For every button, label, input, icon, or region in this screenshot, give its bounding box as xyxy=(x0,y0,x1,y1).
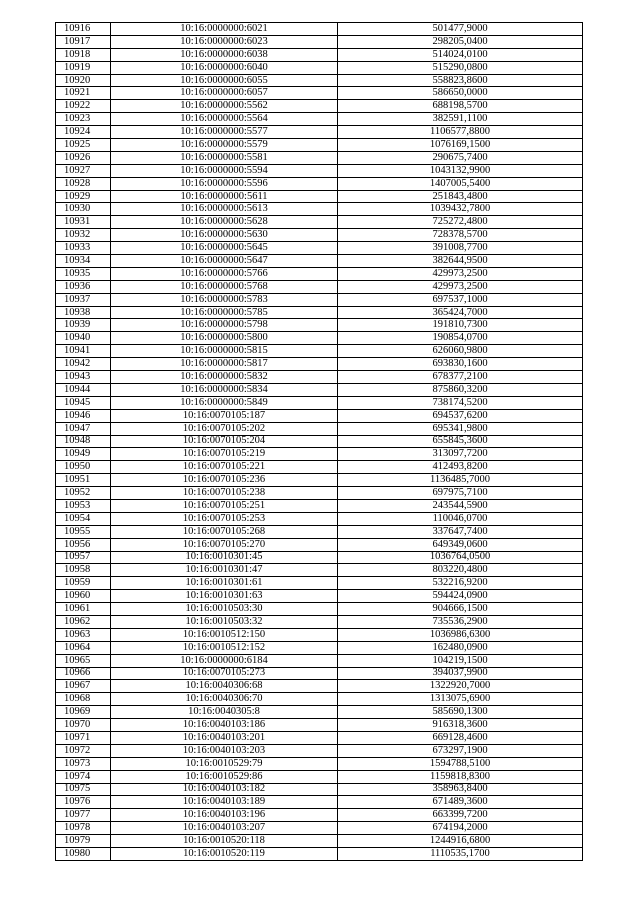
row-number-cell: 10954 xyxy=(56,512,111,525)
table-row xyxy=(56,396,583,409)
cadastral-value-cell: 1244916,6800 xyxy=(338,835,583,848)
cadastral-number-cell: 10:16:0000000:5613 xyxy=(111,203,338,216)
row-number-cell: 10968 xyxy=(56,693,111,706)
table-row xyxy=(56,306,583,319)
cadastral-value-cell: 365424,7000 xyxy=(338,306,583,319)
table-row xyxy=(56,151,583,164)
cadastral-number-cell: 10:16:0070105:204 xyxy=(111,435,338,448)
row-number-cell: 10980 xyxy=(56,848,111,861)
row-number-cell: 10931 xyxy=(56,216,111,229)
cadastral-value-cell: 1043132,9900 xyxy=(338,164,583,177)
row-number-cell: 10945 xyxy=(56,396,111,409)
table-row xyxy=(56,216,583,229)
cadastral-value-cell: 1076169,1500 xyxy=(338,139,583,152)
cadastral-number-cell: 10:16:0070105:202 xyxy=(111,422,338,435)
cadastral-number-cell: 10:16:0040103:182 xyxy=(111,783,338,796)
table-row xyxy=(56,757,583,770)
row-number-cell: 10930 xyxy=(56,203,111,216)
table-row xyxy=(56,744,583,757)
cadastral-number-cell: 10:16:0010520:118 xyxy=(111,835,338,848)
row-number-cell: 10962 xyxy=(56,615,111,628)
cadastral-number-cell: 10:16:0070105:221 xyxy=(111,461,338,474)
cadastral-number-cell: 10:16:0000000:5817 xyxy=(111,358,338,371)
table-row xyxy=(56,731,583,744)
table-row xyxy=(56,628,583,641)
row-number-cell: 10925 xyxy=(56,139,111,152)
cadastral-value-cell: 1322920,7000 xyxy=(338,680,583,693)
table-row xyxy=(56,358,583,371)
cadastral-value-cell: 1036986,6300 xyxy=(338,628,583,641)
table-row xyxy=(56,487,583,500)
cadastral-number-cell: 10:16:0000000:5768 xyxy=(111,280,338,293)
cadastral-value-cell: 586650,0000 xyxy=(338,87,583,100)
table-row xyxy=(56,177,583,190)
table-row xyxy=(56,461,583,474)
row-number-cell: 10978 xyxy=(56,822,111,835)
row-number-cell: 10971 xyxy=(56,731,111,744)
cadastral-number-cell: 10:16:0010512:150 xyxy=(111,628,338,641)
cadastral-value-cell: 673297,1900 xyxy=(338,744,583,757)
cadastral-number-cell: 10:16:0040103:196 xyxy=(111,809,338,822)
table-row xyxy=(56,615,583,628)
row-number-cell: 10939 xyxy=(56,319,111,332)
cadastral-value-cell: 916318,3600 xyxy=(338,719,583,732)
cadastral-number-cell: 10:16:0070105:268 xyxy=(111,525,338,538)
cadastral-number-cell: 10:16:0000000:6023 xyxy=(111,35,338,48)
row-number-cell: 10964 xyxy=(56,641,111,654)
cadastral-value-cell: 694537,6200 xyxy=(338,409,583,422)
table-row xyxy=(56,654,583,667)
cadastral-number-cell: 10:16:0000000:5596 xyxy=(111,177,338,190)
cadastral-value-cell: 337647,7400 xyxy=(338,525,583,538)
table-row xyxy=(56,422,583,435)
cadastral-value-cell: 585690,1300 xyxy=(338,706,583,719)
row-number-cell: 10961 xyxy=(56,603,111,616)
table-row xyxy=(56,61,583,74)
table-row xyxy=(56,267,583,280)
cadastral-value-cell: 251843,4800 xyxy=(338,190,583,203)
table-row xyxy=(56,577,583,590)
cadastral-value-cell: 803220,4800 xyxy=(338,564,583,577)
row-number-cell: 10956 xyxy=(56,538,111,551)
cadastral-number-cell: 10:16:0040103:207 xyxy=(111,822,338,835)
table-row xyxy=(56,603,583,616)
cadastral-number-cell: 10:16:0010301:45 xyxy=(111,551,338,564)
table-row xyxy=(56,538,583,551)
row-number-cell: 10967 xyxy=(56,680,111,693)
table-row xyxy=(56,435,583,448)
table-row xyxy=(56,229,583,242)
table-row xyxy=(56,35,583,48)
table-row xyxy=(56,164,583,177)
cadastral-value-cell: 1106577,8800 xyxy=(338,126,583,139)
cadastral-number-cell: 10:16:0000000:6021 xyxy=(111,23,338,36)
table-row xyxy=(56,280,583,293)
cadastral-number-cell: 10:16:0040306:68 xyxy=(111,680,338,693)
cadastral-value-cell: 594424,0900 xyxy=(338,590,583,603)
cadastral-number-cell: 10:16:0000000:6184 xyxy=(111,654,338,667)
cadastral-number-cell: 10:16:0040103:203 xyxy=(111,744,338,757)
table-row xyxy=(56,139,583,152)
cadastral-value-cell: 412493,8200 xyxy=(338,461,583,474)
table-row xyxy=(56,641,583,654)
row-number-cell: 10958 xyxy=(56,564,111,577)
cadastral-value-cell: 697975,7100 xyxy=(338,487,583,500)
row-number-cell: 10966 xyxy=(56,667,111,680)
cadastral-number-cell: 10:16:0070105:219 xyxy=(111,448,338,461)
table-row xyxy=(56,719,583,732)
cadastral-value-cell: 1407005,5400 xyxy=(338,177,583,190)
cadastral-number-cell: 10:16:0070105:187 xyxy=(111,409,338,422)
cadastral-value-cell: 663399,7200 xyxy=(338,809,583,822)
cadastral-number-cell: 10:16:0070105:273 xyxy=(111,667,338,680)
cadastral-number-cell: 10:16:0040103:201 xyxy=(111,731,338,744)
row-number-cell: 10942 xyxy=(56,358,111,371)
cadastral-number-cell: 10:16:0070105:236 xyxy=(111,474,338,487)
cadastral-number-cell: 10:16:0000000:5579 xyxy=(111,139,338,152)
row-number-cell: 10977 xyxy=(56,809,111,822)
cadastral-value-cell: 738174,5200 xyxy=(338,396,583,409)
cadastral-number-cell: 10:16:0000000:5581 xyxy=(111,151,338,164)
cadastral-number-cell: 10:16:0000000:5611 xyxy=(111,190,338,203)
table-row xyxy=(56,564,583,577)
cadastral-value-cell: 655845,3600 xyxy=(338,435,583,448)
row-number-cell: 10924 xyxy=(56,126,111,139)
table-row xyxy=(56,525,583,538)
table-row xyxy=(56,783,583,796)
cadastral-number-cell: 10:16:0010529:79 xyxy=(111,757,338,770)
row-number-cell: 10959 xyxy=(56,577,111,590)
table-row xyxy=(56,680,583,693)
cadastral-value-cell: 1039432,7800 xyxy=(338,203,583,216)
table-row xyxy=(56,255,583,268)
row-number-cell: 10979 xyxy=(56,835,111,848)
cadastral-number-cell: 10:16:0010301:61 xyxy=(111,577,338,590)
cadastral-number-cell: 10:16:0000000:6057 xyxy=(111,87,338,100)
row-number-cell: 10947 xyxy=(56,422,111,435)
cadastral-value-cell: 1594788,5100 xyxy=(338,757,583,770)
cadastral-value-cell: 875860,3200 xyxy=(338,383,583,396)
row-number-cell: 10919 xyxy=(56,61,111,74)
row-number-cell: 10955 xyxy=(56,525,111,538)
cadastral-number-cell: 10:16:0010503:32 xyxy=(111,615,338,628)
table-row xyxy=(56,693,583,706)
table-row xyxy=(56,448,583,461)
table-row xyxy=(56,590,583,603)
row-number-cell: 10920 xyxy=(56,74,111,87)
table-row xyxy=(56,126,583,139)
row-number-cell: 10940 xyxy=(56,332,111,345)
cadastral-number-cell: 10:16:0000000:5800 xyxy=(111,332,338,345)
document-page xyxy=(55,22,571,861)
row-number-cell: 10926 xyxy=(56,151,111,164)
cadastral-number-cell: 10:16:0040305:8 xyxy=(111,706,338,719)
cadastral-value-cell: 725272,4800 xyxy=(338,216,583,229)
row-number-cell: 10973 xyxy=(56,757,111,770)
row-number-cell: 10946 xyxy=(56,409,111,422)
table-row xyxy=(56,809,583,822)
table-row xyxy=(56,190,583,203)
cadastral-value-cell: 671489,3600 xyxy=(338,796,583,809)
cadastral-value-cell: 626060,9800 xyxy=(338,345,583,358)
row-number-cell: 10950 xyxy=(56,461,111,474)
row-number-cell: 10917 xyxy=(56,35,111,48)
cadastral-value-cell: 669128,4600 xyxy=(338,731,583,744)
cadastral-value-cell: 532216,9200 xyxy=(338,577,583,590)
table-row xyxy=(56,409,583,422)
cadastral-value-cell: 674194,2000 xyxy=(338,822,583,835)
cadastral-number-cell: 10:16:0000000:5849 xyxy=(111,396,338,409)
cadastral-number-cell: 10:16:0010520:119 xyxy=(111,848,338,861)
row-number-cell: 10972 xyxy=(56,744,111,757)
row-number-cell: 10975 xyxy=(56,783,111,796)
row-number-cell: 10976 xyxy=(56,796,111,809)
table-row xyxy=(56,113,583,126)
cadastral-value-cell: 688198,5700 xyxy=(338,100,583,113)
table-row xyxy=(56,835,583,848)
cadastral-number-cell: 10:16:0010503:30 xyxy=(111,603,338,616)
cadastral-value-cell: 514024,0100 xyxy=(338,48,583,61)
cadastral-value-cell: 678377,2100 xyxy=(338,371,583,384)
table-row xyxy=(56,474,583,487)
cadastral-number-cell: 10:16:0000000:5834 xyxy=(111,383,338,396)
row-number-cell: 10941 xyxy=(56,345,111,358)
cadastral-value-cell: 382644,9500 xyxy=(338,255,583,268)
cadastral-value-cell: 1159818,8300 xyxy=(338,770,583,783)
row-number-cell: 10957 xyxy=(56,551,111,564)
cadastral-value-cell: 501477,9000 xyxy=(338,23,583,36)
row-number-cell: 10951 xyxy=(56,474,111,487)
row-number-cell: 10970 xyxy=(56,719,111,732)
cadastral-number-cell: 10:16:0070105:251 xyxy=(111,499,338,512)
row-number-cell: 10936 xyxy=(56,280,111,293)
table-row xyxy=(56,512,583,525)
table-row xyxy=(56,667,583,680)
table-row xyxy=(56,23,583,36)
row-number-cell: 10937 xyxy=(56,293,111,306)
cadastral-number-cell: 10:16:0070105:270 xyxy=(111,538,338,551)
table-row xyxy=(56,48,583,61)
row-number-cell: 10928 xyxy=(56,177,111,190)
cadastral-value-cell: 313097,7200 xyxy=(338,448,583,461)
cadastral-value-cell: 290675,7400 xyxy=(338,151,583,164)
row-number-cell: 10923 xyxy=(56,113,111,126)
cadastral-number-cell: 10:16:0000000:5766 xyxy=(111,267,338,280)
cadastral-number-cell: 10:16:0000000:6038 xyxy=(111,48,338,61)
cadastral-number-cell: 10:16:0000000:5798 xyxy=(111,319,338,332)
cadastral-value-cell: 515290,0800 xyxy=(338,61,583,74)
row-number-cell: 10948 xyxy=(56,435,111,448)
cadastral-value-cell: 243544,5900 xyxy=(338,499,583,512)
row-number-cell: 10927 xyxy=(56,164,111,177)
cadastral-number-cell: 10:16:0000000:5783 xyxy=(111,293,338,306)
row-number-cell: 10949 xyxy=(56,448,111,461)
cadastral-number-cell: 10:16:0000000:5628 xyxy=(111,216,338,229)
table-row xyxy=(56,87,583,100)
table-row xyxy=(56,74,583,87)
cadastral-value-cell: 394037,9900 xyxy=(338,667,583,680)
cadastral-number-cell: 10:16:0010301:47 xyxy=(111,564,338,577)
table-body xyxy=(56,23,583,861)
cadastral-number-cell: 10:16:0000000:5594 xyxy=(111,164,338,177)
table-row xyxy=(56,100,583,113)
cadastral-value-cell: 695341,9800 xyxy=(338,422,583,435)
cadastral-number-cell: 10:16:0070105:238 xyxy=(111,487,338,500)
cadastral-value-cell: 298205,0400 xyxy=(338,35,583,48)
cadastral-value-cell: 429973,2500 xyxy=(338,267,583,280)
cadastral-value-cell: 191810,7300 xyxy=(338,319,583,332)
row-number-cell: 10953 xyxy=(56,499,111,512)
cadastral-value-cell: 728378,5700 xyxy=(338,229,583,242)
row-number-cell: 10933 xyxy=(56,242,111,255)
row-number-cell: 10944 xyxy=(56,383,111,396)
cadastral-number-cell: 10:16:0000000:5562 xyxy=(111,100,338,113)
table-row xyxy=(56,770,583,783)
table-row xyxy=(56,499,583,512)
table-row xyxy=(56,848,583,861)
cadastral-number-cell: 10:16:0010529:86 xyxy=(111,770,338,783)
cadastral-value-cell: 649349,0600 xyxy=(338,538,583,551)
cadastral-value-cell: 735536,2900 xyxy=(338,615,583,628)
cadastral-number-cell: 10:16:0000000:5785 xyxy=(111,306,338,319)
cadastral-value-cell: 391008,7700 xyxy=(338,242,583,255)
row-number-cell: 10934 xyxy=(56,255,111,268)
table-row xyxy=(56,383,583,396)
table-row xyxy=(56,203,583,216)
cadastral-value-cell: 1110535,1700 xyxy=(338,848,583,861)
row-number-cell: 10921 xyxy=(56,87,111,100)
cadastral-number-cell: 10:16:0000000:5832 xyxy=(111,371,338,384)
cadastral-number-cell: 10:16:0000000:5647 xyxy=(111,255,338,268)
cadastral-value-cell: 697537,1000 xyxy=(338,293,583,306)
table-row xyxy=(56,822,583,835)
row-number-cell: 10960 xyxy=(56,590,111,603)
row-number-cell: 10932 xyxy=(56,229,111,242)
cadastral-number-cell: 10:16:0000000:5815 xyxy=(111,345,338,358)
cadastral-value-cell: 429973,2500 xyxy=(338,280,583,293)
cadastral-value-table xyxy=(55,22,583,861)
table-row xyxy=(56,796,583,809)
row-number-cell: 10938 xyxy=(56,306,111,319)
cadastral-value-cell: 693830,1600 xyxy=(338,358,583,371)
cadastral-value-cell: 382591,1100 xyxy=(338,113,583,126)
table-row xyxy=(56,319,583,332)
row-number-cell: 10935 xyxy=(56,267,111,280)
cadastral-number-cell: 10:16:0040306:70 xyxy=(111,693,338,706)
cadastral-value-cell: 1036764,0500 xyxy=(338,551,583,564)
cadastral-value-cell: 358963,8400 xyxy=(338,783,583,796)
cadastral-number-cell: 10:16:0000000:6055 xyxy=(111,74,338,87)
cadastral-value-cell: 904666,1500 xyxy=(338,603,583,616)
cadastral-value-cell: 110046,0700 xyxy=(338,512,583,525)
table-row xyxy=(56,345,583,358)
table-row xyxy=(56,706,583,719)
table-row xyxy=(56,371,583,384)
cadastral-value-cell: 162480,0900 xyxy=(338,641,583,654)
row-number-cell: 10922 xyxy=(56,100,111,113)
cadastral-number-cell: 10:16:0000000:5577 xyxy=(111,126,338,139)
cadastral-number-cell: 10:16:0070105:253 xyxy=(111,512,338,525)
cadastral-number-cell: 10:16:0040103:186 xyxy=(111,719,338,732)
table-row xyxy=(56,551,583,564)
row-number-cell: 10969 xyxy=(56,706,111,719)
cadastral-value-cell: 190854,0700 xyxy=(338,332,583,345)
cadastral-number-cell: 10:16:0000000:5564 xyxy=(111,113,338,126)
cadastral-value-cell: 558823,8600 xyxy=(338,74,583,87)
row-number-cell: 10963 xyxy=(56,628,111,641)
cadastral-number-cell: 10:16:0040103:189 xyxy=(111,796,338,809)
cadastral-number-cell: 10:16:0000000:5630 xyxy=(111,229,338,242)
table-row xyxy=(56,293,583,306)
cadastral-number-cell: 10:16:0000000:5645 xyxy=(111,242,338,255)
cadastral-value-cell: 1313075,6900 xyxy=(338,693,583,706)
table-row xyxy=(56,332,583,345)
cadastral-number-cell: 10:16:0010301:63 xyxy=(111,590,338,603)
row-number-cell: 10918 xyxy=(56,48,111,61)
row-number-cell: 10943 xyxy=(56,371,111,384)
row-number-cell: 10916 xyxy=(56,23,111,36)
cadastral-number-cell: 10:16:0010512:152 xyxy=(111,641,338,654)
row-number-cell: 10952 xyxy=(56,487,111,500)
row-number-cell: 10974 xyxy=(56,770,111,783)
cadastral-number-cell: 10:16:0000000:6040 xyxy=(111,61,338,74)
cadastral-value-cell: 104219,1500 xyxy=(338,654,583,667)
row-number-cell: 10929 xyxy=(56,190,111,203)
table-row xyxy=(56,242,583,255)
row-number-cell: 10965 xyxy=(56,654,111,667)
cadastral-value-cell: 1136485,7000 xyxy=(338,474,583,487)
